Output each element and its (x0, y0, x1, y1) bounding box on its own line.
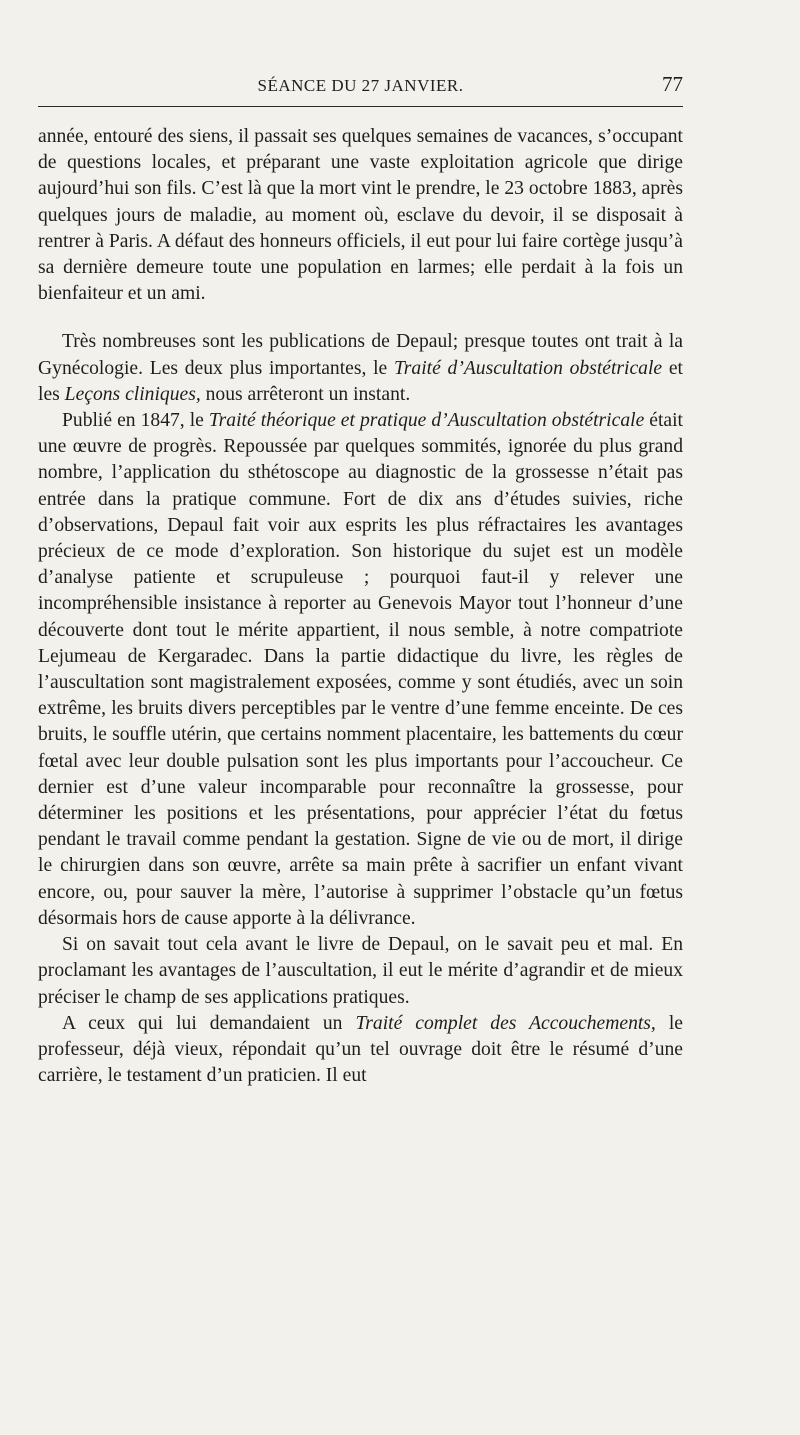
paragraph-text: Si on savait tout cela avant le livre de Depaul, on le savait peu et mal. En proclamant les avantages de l’auscultation, il eut le mérite d’agrandir et de mieux préciser le champ de ses applications pratiques. (38, 934, 683, 1008)
book-title: Traité théorique et pratique d’Auscultation obstétricale (208, 410, 645, 432)
page-header (38, 72, 683, 102)
paragraph-text: et les (38, 357, 683, 405)
paragraph-text: année, entouré des siens, il passait ses quelques semaines de vacances, s’occupant de questions locales, et préparant une vaste exploitation agricole que dirige aujourd’hui son fils. C’est là que la mort vint le prendre, le 23 octobre 1883, après quelques jours de maladie, au moment où, esclave du devoir, il se disposait à rentrer à Paris. A défaut des honneurs officiels, il eut pour lui faire cortège jusqu’à sa dernière demeure toute une population en larmes; elle perdait à la fois un bienfaiteur et un ami. (38, 126, 683, 305)
paragraph-text: A ceux qui lui demandaient un (62, 1012, 356, 1034)
book-title: Traité d’Auscultation obstétricale (393, 357, 663, 379)
running-head: SÉANCE DU 27 JANVIER. (257, 76, 464, 95)
paragraph-gap (38, 307, 683, 329)
paragraph-5 (38, 1011, 683, 1090)
paragraph-text: était une œuvre de progrès. Repoussée par quelques sommités, ignorée du plus grand nombre, l’application du sthétoscope au diagnostic de la grossesse n’était pas entrée dans la pratique commune. Fort de dix ans d’études suivies, riche d’observations, Depaul fait voir aux esprits les plus réfractaires les avantages précieux de ce mode d’exploration. Son historique du sujet est un modèle d’analyse patiente et scrupuleuse ; pourquoi faut-il y relever une incompréhensible insistance à reporter au Genevois Mayor tout l’honneur d’une découverte dont tout le mérite appartient, il nous semble, à notre compatriote Lejumeau de Kergaradec. Dans la partie didactique du livre, les règles de l’auscultation sont magistralement exposées, comme y sont étudiés, avec un soin extrême, les bruits divers perceptibles par le ventre d’une femme enceinte. De ces bruits, le souffle utérin, que certains nomment placentaire, les battements du cœur fœtal avec leur double pulsation sont les plus importants pour l’accoucheur. Ce dernier est d’une valeur incomparable pour reconnaître la grossesse, pour déterminer les positions et les présentations, pour apprécier l’état du fœtus pendant le travail comme pendant la gestation. Signe de vie ou de mort, il dirige le chirurgien dans son œuvre, arrête sa main prête à sacrifier un enfant vivant encore, ou, pour sauver la mère, l’autorise à supprimer l’obstacle qu’un fœtus désormais hors de cause apporte à la délivrance. (38, 410, 684, 929)
paragraph-4 (38, 932, 683, 1011)
body-text (38, 124, 683, 1089)
book-title: Leçons cliniques, (64, 383, 201, 405)
paragraph-3 (38, 408, 683, 932)
page-number: 77 (662, 72, 683, 96)
paragraph-text: nous arrêteront un instant. (200, 383, 411, 405)
paragraph-text: le professeur, déjà vieux, répondait qu’un tel ouvrage doit être le résumé d’une carrière, le testament d’un praticien. Il eut (38, 1012, 683, 1087)
header-rule (38, 106, 683, 107)
paragraph-1 (38, 124, 683, 307)
paragraph-text: Très nombreuses sont les publications de Depaul; presque toutes ont trait à la Gynécologie. Les deux plus importantes, le (38, 331, 683, 379)
book-title: Traité complet des Accouchements, (355, 1012, 656, 1034)
paragraph-text: Publié en 1847, le (62, 410, 209, 432)
paragraph-2 (38, 329, 683, 408)
